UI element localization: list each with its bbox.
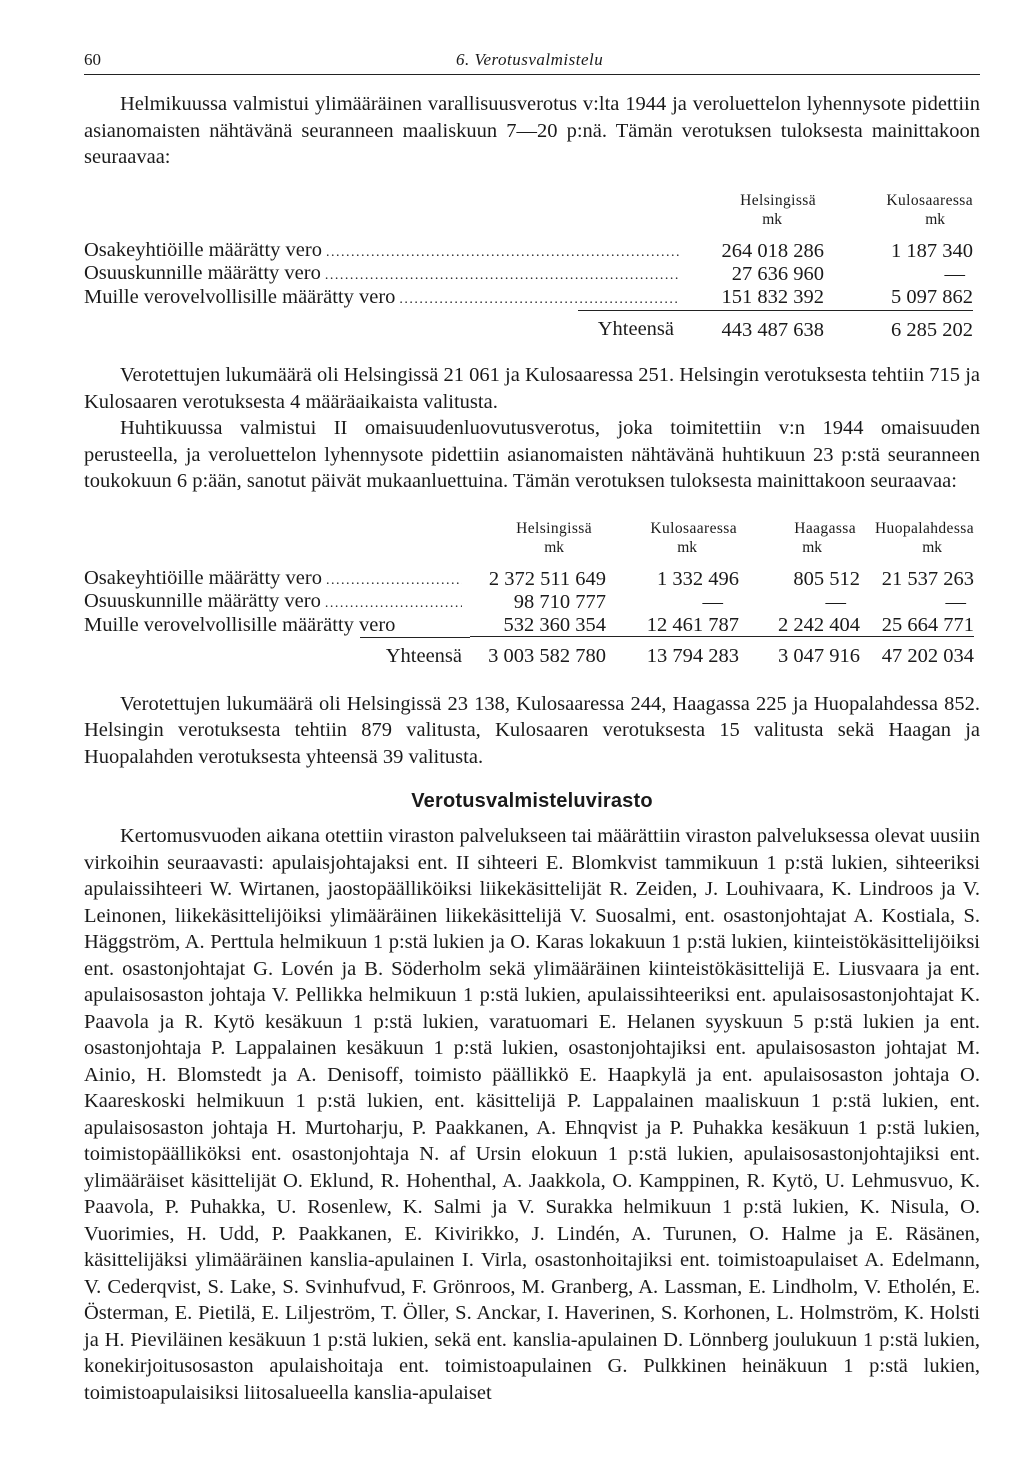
column-header: Haagassa <box>794 519 856 537</box>
table-cell: 21 537 263 <box>881 567 974 590</box>
table-total-row <box>84 310 973 341</box>
table-total-row <box>84 637 974 668</box>
page-number: 60 <box>84 50 101 69</box>
table-cell: 5 097 862 <box>891 286 973 309</box>
paragraph-transfer-tax-intro: Huhtikuussa valmistui II omaisuudenluovutusverotus, joka toimitettiin v:n 1944 omaisuuden perusteella, ja veroluettelon lyhennysote pidettiin asianomaisten nähtävänä huhtikuun 23 p:stä seuranneen toukokuun 6 p:ään, sanotut päivät mukaanluettuina. Tämän verotuksen tuloksesta mainittakoon seuraavaa: <box>84 417 980 492</box>
total-cell: 3 003 582 780 <box>470 637 606 668</box>
running-header <box>84 44 980 75</box>
table-row <box>84 240 973 264</box>
unit-label: mk <box>677 538 697 556</box>
table-cell: 12 461 787 <box>646 613 739 636</box>
table-row <box>84 568 974 592</box>
total-label: Yhteensä <box>597 318 674 341</box>
table-cell: — <box>944 263 965 285</box>
table-cell: — <box>825 591 846 613</box>
row-label: Muille verovelvollisille määrätty vero <box>84 613 396 636</box>
table-cell: 1 187 340 <box>891 239 973 262</box>
paragraph-staff-appointments: Kertomusvuoden aikana otettiin viraston palvelukseen tai määrättiin viraston palveluksessa olevat uusiin virkoihin seuraavasti: apulaisjohtajaksi ent. II sihteeri E. Blomkvist tammikuun 1 p:stä lukien, sihteeriksi apulaissihteeri W. Wirtanen, jaostopäälliköiksi liikekäsittelijät R. Zeiden, J. Louhivaara, K. Lindroos ja V. Leinonen, liikekäsittelijöiksi ylimääräinen liikekäsittelijä V. Suosalmi, ent. osastonjohtajat A. Kostiala, S. Häggström, A. Perttula helmikuun 1 p:stä lukien ja O. Karas lokakuun 1 p:stä lukien, kiinteistökäsittelijöiksi ent. osastonjohtajat G. Lovén ja B. Söderholm sekä ylimääräinen kiinteistökäsittelijä E. Liusvaara ja ent. apulaisosaston johtaja V. Pellikka helmikuun 1 p:stä lukien, apulaissihteeriksi ent. apulaisosastonjohtajat K. Paavola ja R. Kytö kesäkuun 1 p:stä lukien, varatuomari E. Helanen syyskuun 5 p:stä lukien ja ent. osastonjohtaja P. Lappalainen kesäkuun 1 p:stä lukien, osastonjohtajiksi ent. apulaisosaston johtajat M. Ainio, H. Blomstedt ja A. Denisoff, toimisto päällikkö E. Haapkylä ja ent. apulaisosaston johtaja O. Kaareskoski helmikuun 1 p:stä lukien, ent. käsittelijä P. Lappalainen maaliskuun 1 p:stä lukien, ent. apulaisosaston johtaja H. Murtoharju, P. Paakkanen, A. Ehnqvist ja P. Puhakka kesäkuun 1 p:stä lukien, toimistopäälliköksi ent. osastonjohtaja N. af Ursin elokuun 1 p:stä lukien, apulaisosastonjohtajiksi ent. ylimääräiset käsittelijät O. Eklund, R. Hohenthal, A. Jaakkola, O. Kamppinen, R. Kytö, U. Lehmusvuo, K. Paavola, P. Puhakka, U. Rosenlew, K. Salmi ja V. Surakka helmikuun 1 p:stä lukien, K. Nisula, O. Vuorimies, H. Udd, P. Paakkanen, E. Kivirikko, J. Lindén, A. Turunen, O. Halme ja E. Räsänen, käsittelijäksi ylimääräinen kanslia-apulainen I. Virla, osastonhoitajiksi ent. toimistoapulaiset A. Edelmann, V. Cederqvist, S. Lake, S. Svinhufvud, F. Grönroos, M. Granberg, A. Lassman, E. Lindholm, V. Etholén, E. Österman, E. Pietilä, E. Liljeström, T. Öller, S. Anckar, I. Haverinen, S. Korhonen, L. Holmström, K. Holsti ja H. Pieviläinen kesäkuun 1 p:stä lukien, sekä ent. kanslia-apulainen D. Lönnberg joulukuun 1 p:stä lukien, konekirjoitusosaston apulaishoitaja ent. toimistoapulainen G. Pulkkinen heinäkuun 1 p:stä lukien, toimistoapulaisiksi liitosalueella kanslia-apulaiset <box>84 825 980 1404</box>
wealth-tax-table <box>84 192 973 342</box>
table-header-row <box>84 192 973 210</box>
table-cell: 27 636 960 <box>731 263 824 285</box>
total-cell: 13 794 283 <box>606 637 739 668</box>
unit-label: mk <box>544 538 564 556</box>
table-cell: 264 018 286 <box>721 239 824 262</box>
table-cell: 805 512 <box>793 567 860 590</box>
row-label: Osuuskunnille määrätty vero <box>84 263 321 284</box>
table-cell: 532 360 354 <box>503 613 606 636</box>
total-label: Yhteensä <box>385 644 462 667</box>
row-label: Osuuskunnille määrätty vero <box>84 591 321 612</box>
column-header: Helsingissä <box>516 519 592 537</box>
table-row <box>84 591 974 615</box>
table-cell: — <box>945 591 966 613</box>
table-row <box>84 287 973 311</box>
table-cell: 98 710 777 <box>513 591 606 613</box>
row-label: Osakeyhtiöille määrätty vero <box>84 239 322 261</box>
unit-label: mk <box>802 538 822 556</box>
total-cell: 3 047 916 <box>739 637 860 668</box>
row-label: Muille verovelvollisille määrätty vero <box>84 286 396 308</box>
transfer-tax-table <box>84 520 974 668</box>
column-header: Kulosaaressa <box>886 191 973 209</box>
running-title: 6. Verotusvalmistelu <box>456 50 604 69</box>
paragraph-wealth-tax-results: Verotettujen lukumäärä oli Helsingissä 21 061 ja Kulosaaressa 251. Helsingin verotuksesta tehtiin 715 ja Kulosaaren verotuksesta 4 määräaikaista valitusta. <box>84 364 980 413</box>
section-heading: Verotusvalmisteluvirasto <box>411 790 653 812</box>
table-row <box>84 263 973 287</box>
table-header-row <box>84 520 974 538</box>
unit-label: mk <box>922 538 942 556</box>
column-header: Kulosaaressa <box>650 519 737 537</box>
table-cell: 2 242 404 <box>778 613 860 636</box>
table-cell: 151 832 392 <box>721 286 824 309</box>
row-label: Osakeyhtiöille määrätty vero <box>84 567 322 589</box>
document-page <box>84 44 980 1406</box>
table-row <box>84 615 974 637</box>
table-cell: 25 664 771 <box>881 613 974 636</box>
table-unit-row <box>84 210 973 230</box>
paragraph-transfer-tax-results: Verotettujen lukumäärä oli Helsingissä 23 138, Kulosaaressa 244, Haagassa 225 ja Huopalahdessa 852. Helsingin verotuksesta tehtiin 879 valitusta, Kulosaaren verotuksesta 15 valitusta sekä Haagan ja Huopalahden verotuksesta yhteensä 39 valitusta. <box>84 692 980 768</box>
column-header: Huopalahdessa <box>874 519 974 537</box>
paragraph-wealth-tax-intro: Helmikuussa valmistui ylimääräinen varallisuusverotus v:lta 1944 ja veroluettelon lyhennysote pidettiin asianomaisten nähtävänä seuranneen maaliskuun 7—20 p:nä. Tämän verotuksen tuloksesta mainittakoon seuraavaa: <box>84 93 980 168</box>
table-cell: — <box>702 591 723 613</box>
total-cell: 6 285 202 <box>824 310 973 341</box>
total-cell: 47 202 034 <box>860 637 974 668</box>
unit-label: mk <box>925 210 945 228</box>
table-unit-row <box>84 538 974 558</box>
table-cell: 2 372 511 649 <box>488 567 606 590</box>
column-header: Helsingissä <box>740 191 816 209</box>
unit-label: mk <box>762 210 782 228</box>
table-cell: 1 332 496 <box>657 567 739 590</box>
total-cell: 443 487 638 <box>684 310 824 341</box>
